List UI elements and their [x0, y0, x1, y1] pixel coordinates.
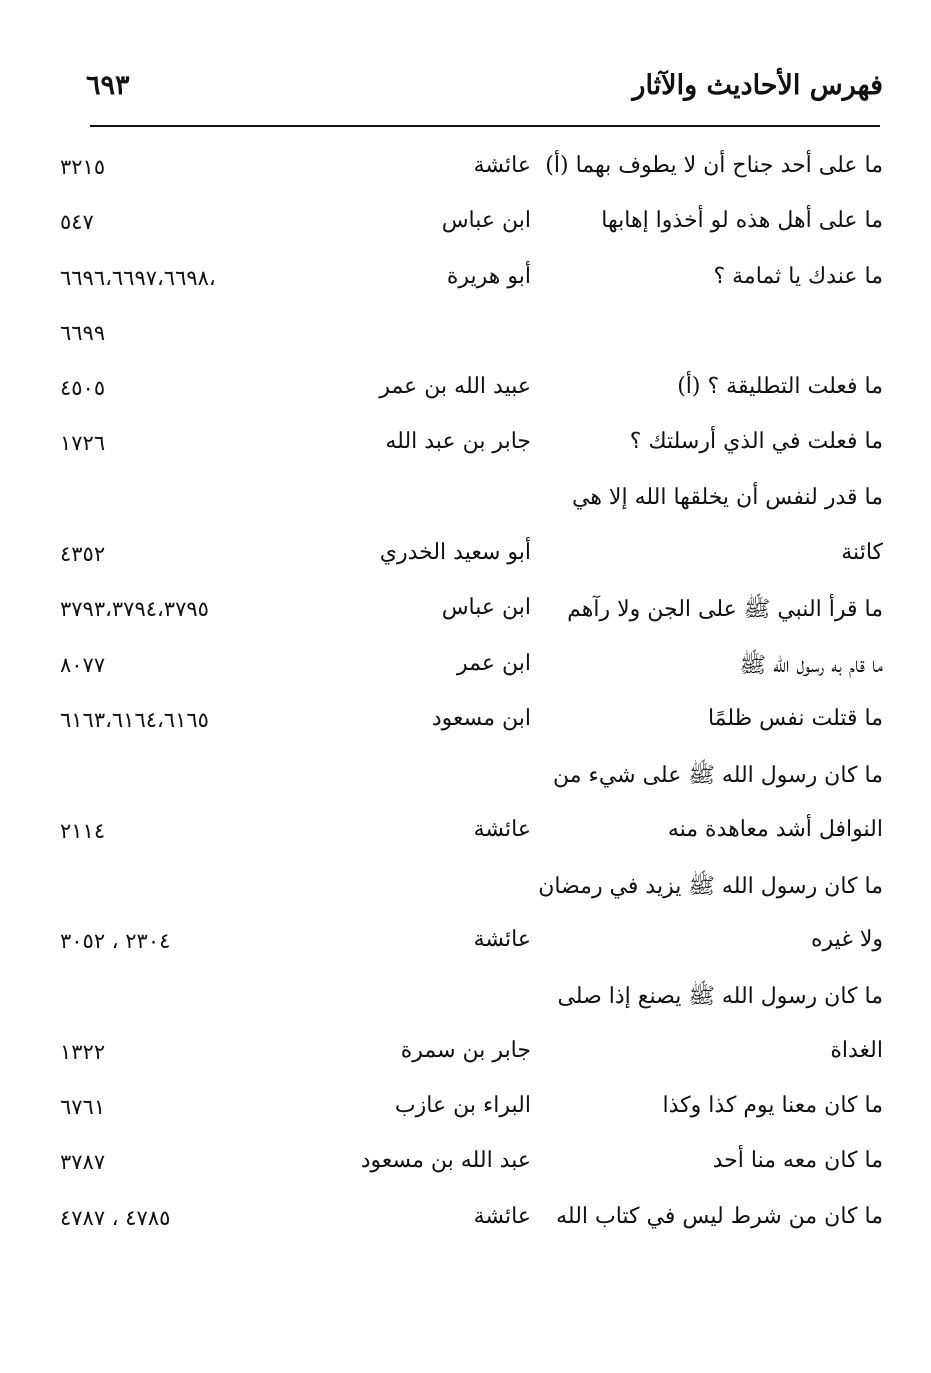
index-entry: [0, 587, 931, 642]
hadith-numbers: ٣٧٩٣،٣٧٩٤،٣٧٩٥: [60, 597, 209, 622]
index-entry: [0, 421, 931, 476]
index-entry: [0, 200, 931, 255]
narrator-name: ابن مسعود: [431, 705, 531, 731]
index-entry: [0, 532, 931, 587]
hadith-text: ما كان رسول الله ﷺ يصنع إذا صلى: [557, 984, 883, 1010]
index-entry: [0, 1030, 931, 1085]
hadith-numbers: ٣٢١٥: [60, 155, 106, 179]
page-header: [0, 0, 931, 130]
index-entry: [0, 919, 931, 974]
hadith-numbers: ٦٦٩٩: [60, 320, 106, 345]
index-entry: [0, 698, 931, 753]
hadith-numbers: ٤٣٥٢: [60, 542, 106, 567]
hadith-text: الغداة: [830, 1037, 883, 1063]
hadith-text: ما كان معنا يوم كذا وكذا: [662, 1093, 883, 1119]
index-entry: [0, 864, 931, 919]
hadith-text: ما قدر لنفس أن يخلقها الله إلا هي: [572, 484, 883, 510]
hadith-numbers: ٦١٦٣،٦١٦٤،٦١٦٥: [60, 707, 209, 732]
hadith-text: النوافل أشد معاهدة منه: [667, 816, 883, 842]
hadith-text: ما قتلت نفس ظلمًا: [707, 705, 883, 731]
hadith-numbers: ٢١١٤: [60, 818, 106, 843]
hadith-text: كائنة: [841, 540, 883, 566]
hadith-text: ما على أحد جناح أن لا يطوف بهما (أ): [545, 153, 883, 178]
hadith-numbers: ٦٧٦١: [60, 1095, 106, 1120]
hadith-numbers: ٢٣٠٤ ، ٣٠٥٢: [60, 929, 171, 954]
narrator-name: عبيد الله بن عمر: [379, 374, 531, 400]
narrator-name: عائشة: [473, 153, 531, 178]
page-number: ٦٩٣: [86, 70, 130, 101]
index-entry: [0, 809, 931, 864]
index-entry: [0, 477, 931, 532]
hadith-text: ما فعلت في الذي أرسلتك ؟: [629, 429, 883, 455]
hadith-numbers: ٦٦٩٦،٦٦٩٧،٦٦٩٨،: [60, 265, 216, 290]
index-entry: [0, 366, 931, 421]
narrator-name: ابن عمر: [457, 650, 531, 676]
hadith-numbers: ١٧٢٦: [60, 431, 106, 456]
narrator-name: البراء بن عازب: [394, 1093, 531, 1119]
hadith-text: ما كان رسول الله ﷺ على شيء من: [552, 763, 883, 789]
narrator-name: عائشة: [473, 927, 531, 953]
narrator-name: عبد الله بن مسعود: [360, 1148, 531, 1174]
hadith-numbers: ٥٤٧: [60, 210, 94, 235]
index-entry: [0, 311, 931, 366]
hadith-numbers: ٣٧٨٧: [60, 1150, 106, 1175]
hadith-numbers: ٤٧٨٥ ، ٤٧٨٧: [60, 1205, 171, 1230]
hadith-numbers: ٤٥٠٥: [60, 376, 106, 401]
narrator-name: أبو هريرة: [446, 263, 531, 289]
hadith-text: ما كان معه منا أحد: [712, 1148, 883, 1174]
hadith-text: ما قرأ النبي ﷺ على الجن ولا رآهم: [567, 597, 883, 623]
hadith-text: ما قام به رسول الله ﷺ: [739, 652, 883, 678]
hadith-text: ما عندك يا ثمامة ؟: [713, 263, 883, 289]
hadith-numbers: ١٣٢٢: [60, 1039, 106, 1064]
index-entry: [0, 1196, 931, 1251]
hadith-numbers: ٨٠٧٧: [60, 652, 106, 677]
hadith-index-list: [0, 145, 931, 1251]
narrator-name: جابر بن سمرة: [400, 1037, 531, 1063]
narrator-name: عائشة: [473, 816, 531, 842]
narrator-name: جابر بن عبد الله: [385, 429, 531, 455]
narrator-name: ابن عباس: [441, 595, 531, 621]
narrator-name: أبو سعيد الخدري: [379, 540, 531, 566]
hadith-text: ما فعلت التطليقة ؟ (أ): [677, 374, 883, 400]
hadith-text: ولا غيره: [811, 927, 883, 953]
index-entry: [0, 974, 931, 1029]
index-entry: [0, 1085, 931, 1140]
index-entry: [0, 256, 931, 311]
page-title: فهرس الأحاديث والآثار: [632, 70, 883, 101]
hadith-text: ما كان رسول الله ﷺ يزيد في رمضان: [538, 873, 883, 899]
index-entry: [0, 753, 931, 808]
header-divider: [90, 125, 880, 127]
index-entry: [0, 643, 931, 698]
narrator-name: عائشة: [473, 1203, 531, 1229]
hadith-text: ما على أهل هذه لو أخذوا إهابها: [601, 208, 883, 234]
hadith-text: ما كان من شرط ليس في كتاب الله: [556, 1203, 883, 1229]
index-entry: [0, 1140, 931, 1195]
narrator-name: ابن عباس: [441, 208, 531, 234]
index-entry: [0, 145, 931, 200]
